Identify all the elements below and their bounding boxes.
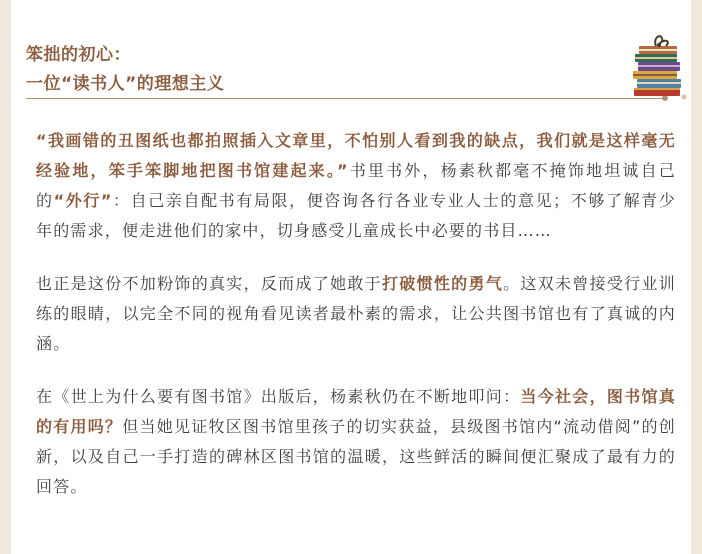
paragraph-1-text-b: ：自己亲自配书有局限，便咨询各行各业专业人士的意见；不够了解青少年的需求，便走进他们的家中，切身感受儿童成长中必要的书目…… (36, 191, 676, 240)
section-header (26, 38, 676, 102)
courage-emphasis: 打破惯性的勇气 (381, 274, 504, 293)
right-side-rail (691, 0, 702, 554)
question-emphasis: 当今社会，图书馆真的有用吗？ (36, 387, 676, 436)
paragraph-3-text-b: 但当她见证牧区图书馆里孩子的切实获益，县级图书馆内“流动借阅”的创新，以及自己一手打造的碑林区图书馆的温暖，这些鲜活的瞬间便汇聚成了最有力的回答。 (36, 417, 676, 496)
paragraph-3 (36, 382, 676, 502)
outsider-emphasis: “外行” (53, 191, 113, 210)
section-title-line2: 一位“读书人”的理想主义 (26, 74, 225, 94)
paragraph-3-text-a: 在《世上为什么要有图书馆》出版后，杨素秋仍在不断地叩问： (36, 387, 521, 406)
paragraph-2-text-a: 也正是这份不加粉饰的真实，反而成了她敢于 (36, 274, 382, 293)
paragraph-2-text-b: 。这双未曾接受行业训练的眼睛，以完全不同的视角看见读者最朴素的需求，让公共图书馆也有了真诚的内涵。 (36, 274, 676, 353)
paragraph-1-text-a: 书里书外，杨素秋都毫不掩饰地坦诚自己的 (36, 161, 676, 210)
section-title-line1: 笨拙的初心： (26, 45, 131, 65)
books-stack-icon (628, 28, 690, 102)
header-divider (26, 98, 666, 99)
quote-emphasis: “我画错的丑图纸也都拍照插入文章里，不怕别人看到我的缺点，我们就是这样毫无经验地，笨手笨脚地把图书馆建起来。” (36, 131, 676, 180)
article-body (36, 126, 676, 525)
paragraph-2 (36, 269, 676, 359)
left-side-rail (0, 0, 11, 554)
paragraph-1 (36, 126, 676, 246)
